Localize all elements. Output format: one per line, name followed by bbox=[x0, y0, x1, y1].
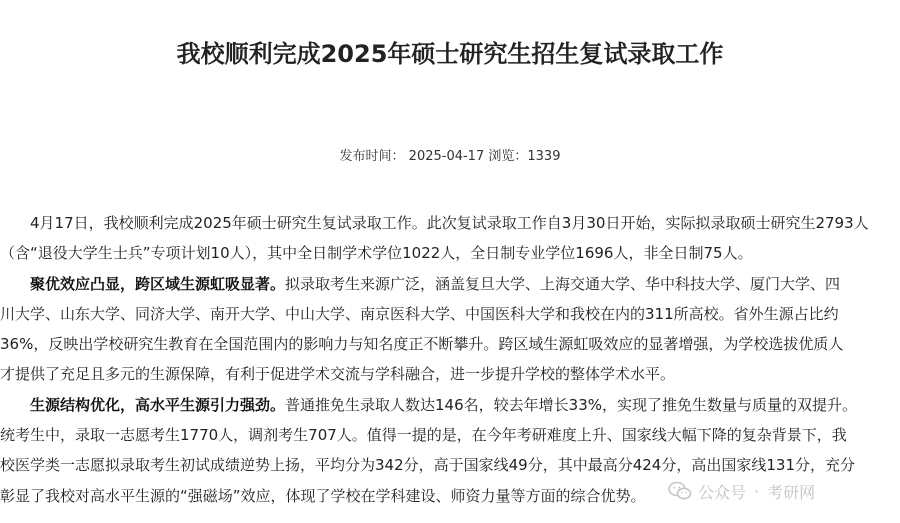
paragraph-text: 36%，反映出学校研究生教育在全国范围内的影响力与知名度正不断攀升。跨区域生源虹吸效应的显著增强，为学校选拔优质人 bbox=[0, 335, 844, 354]
paragraph-line bbox=[0, 329, 900, 359]
paragraph-line bbox=[0, 450, 900, 480]
watermark bbox=[668, 478, 815, 504]
paragraph-heading: 生源结构优化，高水平生源引力强劲。 bbox=[30, 395, 286, 414]
paragraph-text: （含“退役大学生士兵”专项计划10人），其中全日制学术学位1022人，全日制专业学位1696人，非全日制75人。 bbox=[0, 244, 753, 263]
watermark-account-name: 考研网 bbox=[767, 482, 816, 502]
article-body bbox=[0, 208, 900, 511]
paragraph-text: 校医学类一志愿拟录取考生初试成绩逆势上扬，平均分为342分，高于国家线49分，其中最高分424分，高出国家线131分，充分 bbox=[0, 456, 855, 475]
paragraph-text: 才提供了充足且多元的生源保障，有利于促进学术交流与学科融合，进一步提升学校的整体学术水平。 bbox=[0, 365, 676, 384]
article-title: 我校顺利完成2025年硕士研究生招生复试录取工作 bbox=[176, 40, 724, 69]
paragraph-text: 统考生中，录取一志愿考生1770人，调剂考生707人。值得一提的是，在今年考研难度上升、国家线大幅下降的复杂背景下，我 bbox=[0, 426, 847, 445]
paragraph-line bbox=[0, 390, 900, 420]
paragraph-line bbox=[0, 359, 900, 389]
paragraph-text: 4月17日，我校顺利完成2025年硕士研究生复试录取工作。此次复试录取工作自3月30日开始，实际拟录取硕士研究生2793人 bbox=[30, 214, 869, 232]
publish-label: 发布时间： bbox=[339, 149, 405, 164]
publish-date: 2025-04-17 bbox=[408, 149, 485, 164]
paragraph-line bbox=[0, 420, 900, 450]
watermark-separator: · bbox=[754, 481, 760, 501]
paragraph-line bbox=[0, 299, 900, 329]
paragraph-text: 彰显了我校对高水平生源的“强磁场”效应，体现了学校在学科建设、师资力量等方面的综合优势。 bbox=[0, 486, 646, 505]
views-count: 1339 bbox=[527, 149, 561, 164]
paragraph-heading: 聚优效应凸显，跨区域生源虹吸显著。 bbox=[30, 274, 286, 293]
paragraph-text: 拟录取考生来源广泛，涵盖复旦大学、上海交通大学、华中科技大学、厦门大学、四 bbox=[285, 274, 841, 293]
watermark-account-type: 公众号 bbox=[698, 482, 747, 502]
paragraph-text: 川大学、山东大学、同济大学、南开大学、中山大学、南京医科大学、中国医科大学和我校在内的311所高校。省外生源占比约 bbox=[0, 304, 839, 323]
views-label: 浏览： bbox=[488, 149, 528, 164]
wechat-icon bbox=[668, 481, 692, 501]
paragraph-line bbox=[0, 269, 900, 299]
paragraph-line bbox=[0, 238, 900, 268]
article-meta bbox=[0, 146, 900, 168]
paragraph-line bbox=[0, 208, 900, 238]
paragraph-text: 普通推免生录取人数达146名，较去年增长33%，实现了推免生数量与质量的双提升。 bbox=[285, 395, 857, 414]
